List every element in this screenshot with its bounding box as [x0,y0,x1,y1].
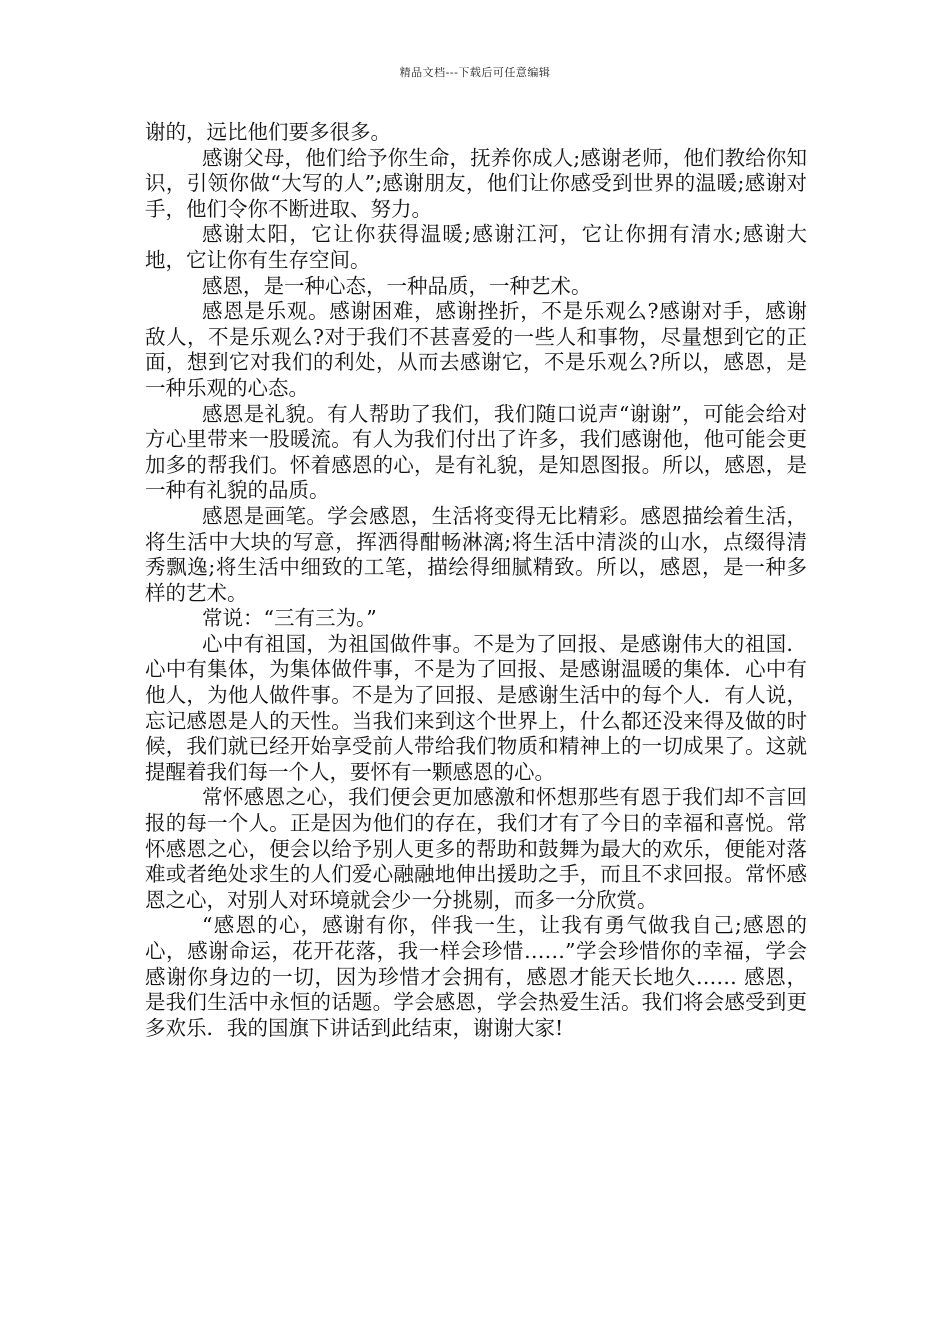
paragraph: 常怀感恩之心，我们便会更加感激和怀想那些有恩于我们却不言回报的每一个人。正是因为他们的存在，我们才有了今日的幸福和喜悦。常怀感恩之心，便会以给予别人更多的帮助和鼓舞为最大的欢乐，便能对落难或者绝处求生的人们爱心融融地伸出援助之手，而且不求回报。常怀感恩之心，对别人对环境就会少一分挑剔，而多一分欣赏。 [145,785,807,912]
body-text [145,120,807,1041]
paragraph: 谢的，远比他们要多很多。 [145,120,391,144]
page-header: 精品文档---下载后可任意编辑 [399,66,551,79]
paragraph: 心中有祖国，为祖国做件事。不是为了回报、是感谢伟大的祖国．心中有集体，为集体做件事，不是为了回报、是感谢温暖的集体．心中有他人，为他人做件事。不是为了回报、是感谢生活中的每个人．有人说，忘记感恩是人的天性。当我们来到这个世界上，什么都还没来得及做的时候，我们就已经开始享受前人带给我们物质和精神上的一切成果了。这就提醒着我们每一个人，要怀有一颗感恩的心。 [145,631,807,784]
paragraph: “感恩的心，感谢有你，伴我一生，让我有勇气做我自己;感恩的心，感谢命运，花开花落，我一样会珍惜……”学会珍惜你的幸福，学会感谢你身边的一切，因为珍惜才会拥有，感恩才能天长地久…… 感恩，是我们生活中永恒的话题。学会感恩，学会热爱生活。我们将会感受到更多欢乐．我的国旗下讲话到此结束，谢谢大家! [145,913,807,1040]
paragraph: 感恩是画笔。学会感恩，生活将变得无比精彩。感恩描绘着生活，将生活中大块的写意，挥洒得酣畅淋漓;将生活中清淡的山水，点缀得清秀飘逸;将生活中细致的工笔，描绘得细腻精致。所以，感恩，是一种多样的艺术。 [145,503,807,605]
paragraph: 感恩是礼貌。有人帮助了我们，我们随口说声“谢谢”，可能会给对方心里带来一股暖流。有人为我们付出了许多，我们感谢他，他可能会更加多的帮我们。怀着感恩的心，是有礼貌，是知恩图报。所以，感恩，是一种有礼貌的品质。 [145,401,807,503]
paragraph: 常说：“三有三为。” [202,606,377,631]
paragraph: 感恩是乐观。感谢困难，感谢挫折，不是乐观么?感谢对手，感谢敌人，不是乐观么?对于我们不甚喜爱的一些人和事物，尽量想到它的正面，想到它对我们的利处，从而去感谢它，不是乐观么?所以，感恩，是一种乐观的心态。 [145,299,807,400]
paragraph: 感恩，是一种心态，一种品质，一种艺术。 [202,273,592,298]
paragraph: 感谢父母，他们给予你生命，抚养你成人;感谢老师，他们教给你知识，引领你做“大写的人”;感谢朋友，他们让你感受到世界的温暖;感谢对手，他们令你不断进取、努力。 [145,145,807,221]
paragraph: 感谢太阳，它让你获得温暖;感谢江河，它让你拥有清水;感谢大地，它让你有生存空间。 [145,222,807,272]
